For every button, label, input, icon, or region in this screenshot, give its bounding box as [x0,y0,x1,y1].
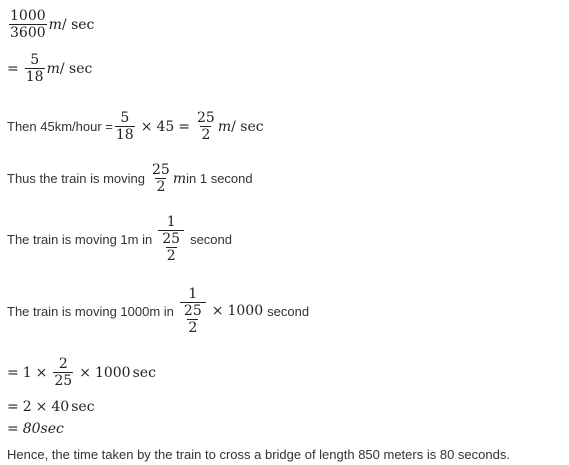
compound-fraction [158,214,184,264]
equals-sign: = [7,421,19,437]
step-multiply [7,356,156,389]
denominator: 2 [201,127,211,143]
times-sign: × [35,399,48,415]
unit-m: m [46,60,60,77]
inner-fraction [161,231,181,264]
fraction [115,110,135,143]
equals-sign: = [7,364,19,381]
numerator: 1000 [10,8,46,24]
inner-numerator: 25 [162,231,181,247]
fraction [151,162,171,195]
denominator: 25 [54,373,73,389]
fraction [53,356,73,389]
step-simplify [7,399,95,415]
unit-m: m [217,118,232,135]
numerator: 25 [152,162,170,178]
step-result [7,421,64,437]
result-value: 80sec [22,421,64,437]
inner-denominator: 2 [166,248,176,264]
step-moving-per-second [7,162,253,195]
denominator [158,230,184,264]
value-2: 2 [22,399,32,415]
denominator [180,302,206,336]
text-prefix: The train is moving 1000m in [7,303,174,319]
inner-denominator: 2 [188,320,198,336]
conclusion-text: Hence, the time taken by the train to cross a bridge of length 850 meters is 80 seconds. [7,447,510,462]
numerator: 5 [30,52,40,68]
denominator: 18 [25,69,44,85]
text-suffix: second [190,231,232,247]
inner-numerator: 25 [183,303,202,319]
times-sign: × [79,364,91,381]
numerator: 1 [166,214,176,230]
text-suffix: second [267,303,310,319]
denominator: 3600 [10,25,46,41]
unit-per-sec: / sec [61,16,95,33]
compound-fraction [180,286,206,336]
numerator: 25 [197,110,215,126]
equals-sign: = [178,118,190,135]
numerator: 1 [188,286,198,302]
value-40: 40 [51,399,70,415]
step-thousand-meters [7,286,309,336]
text-prefix: The train is moving 1m in [7,231,153,247]
value-1000: 1000 [94,364,131,381]
step-5-over-18 [7,52,92,85]
unit-per-sec: / sec [231,118,264,135]
fraction [196,110,216,143]
inner-fraction [183,303,203,336]
step-convert-speed [7,110,264,143]
text-prefix: Thus the train is moving [7,171,146,186]
value-1: 1 [22,364,32,381]
unit-m: m [48,16,62,33]
denominator: 2 [156,179,166,195]
unit-sec: sec [71,399,95,415]
text-prefix: Then 45km/hour = [7,119,113,134]
value-45: 45 [156,118,175,135]
numerator: 5 [120,110,130,126]
unit-m: m [172,170,187,187]
times-sign: × [140,118,153,135]
value-1000: 1000 [227,303,264,319]
denominator: 18 [115,127,134,143]
times-sign: × [211,303,224,319]
unit-per-sec: / sec [59,60,93,77]
unit-sec: sec [132,364,156,381]
text-suffix: in 1 second [186,171,253,186]
fraction [9,8,47,41]
fraction [25,52,45,85]
times-sign: × [35,364,48,381]
equals-sign: = [7,399,19,415]
step-one-meter [7,214,232,264]
equals-sign: = [7,60,19,77]
step-1000-over-3600 [7,8,94,41]
numerator: 2 [58,356,68,372]
